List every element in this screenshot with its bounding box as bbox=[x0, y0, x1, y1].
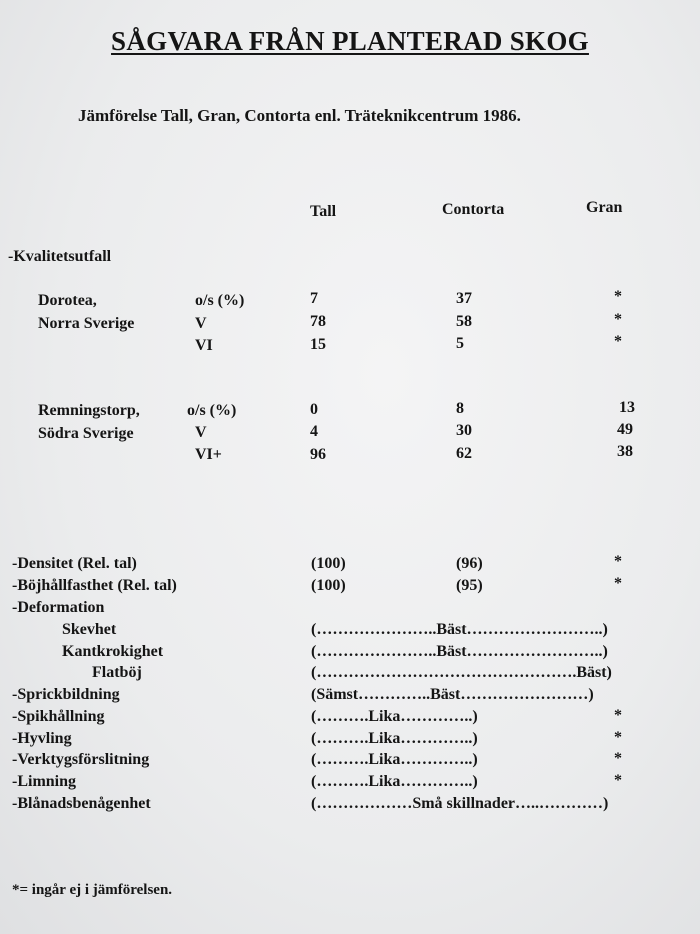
dorotea-tall-value: 78 bbox=[310, 313, 326, 330]
property-densitet-label: -Densitet (Rel. tal) bbox=[12, 555, 137, 572]
remningstorp-class: o/s (%) bbox=[187, 402, 237, 419]
property-spik-label: -Spikhållning bbox=[12, 708, 105, 725]
property-bojhall-contorta: (95) bbox=[456, 577, 483, 594]
dorotea-contorta-value: 37 bbox=[456, 290, 472, 307]
property-hyvling-label: -Hyvling bbox=[12, 730, 72, 747]
remningstorp-place: Remningstorp, bbox=[38, 402, 140, 419]
document-title: SÅGVARA FRÅN PLANTERAD SKOG bbox=[111, 26, 589, 56]
property-kantkrokighet-label: Kantkrokighet bbox=[62, 643, 164, 660]
property-verktyg-label: -Verktygsförslitning bbox=[12, 751, 150, 768]
remningstorp-contorta-value: 8 bbox=[456, 400, 464, 417]
remningstorp-tall-value: 4 bbox=[310, 423, 318, 440]
footnote: *= ingår ej i jämförelsen. bbox=[12, 882, 173, 898]
property-spik-gran: * bbox=[614, 707, 622, 724]
dorotea-contorta-value: 5 bbox=[456, 335, 464, 352]
property-densitet-contorta: (96) bbox=[456, 555, 483, 572]
dorotea-gran-value: * bbox=[614, 333, 622, 350]
remningstorp-gran-value: 38 bbox=[617, 443, 633, 460]
dorotea-place: Dorotea, bbox=[38, 292, 97, 309]
property-deformation-label: -Deformation bbox=[12, 599, 105, 616]
property-skevhet-value: (…………………..Bäst……………………..) bbox=[311, 621, 608, 638]
property-sprick-value: (Sämst…………..Bäst……………………) bbox=[311, 686, 594, 703]
dorotea-class: VI bbox=[195, 337, 213, 354]
remningstorp-contorta-value: 62 bbox=[456, 445, 472, 462]
dorotea-tall-value: 15 bbox=[310, 336, 326, 353]
property-bojhall-tall: (100) bbox=[311, 577, 346, 594]
remningstorp-region: Södra Sverige bbox=[38, 425, 134, 442]
property-verktyg-gran: * bbox=[614, 750, 622, 767]
header-contorta: Contorta bbox=[442, 201, 505, 218]
dorotea-gran-value: * bbox=[614, 288, 622, 305]
section-quality: -Kvalitetsutfall bbox=[8, 248, 112, 265]
remningstorp-contorta-value: 30 bbox=[456, 422, 472, 439]
property-bojhall-label: -Böjhållfasthet (Rel. tal) bbox=[12, 577, 177, 594]
property-limning-value: (……….Lika…………..) bbox=[311, 773, 478, 790]
document-subtitle: Jämförelse Tall, Gran, Contorta enl. Träteknikcentrum 1986. bbox=[78, 106, 521, 125]
property-skevhet-label: Skevhet bbox=[62, 621, 117, 638]
property-flatboj-label: Flatböj bbox=[92, 664, 142, 681]
remningstorp-class: V bbox=[195, 424, 207, 441]
property-hyvling-gran: * bbox=[614, 729, 622, 746]
property-limning-gran: * bbox=[614, 772, 622, 789]
dorotea-gran-value: * bbox=[614, 311, 622, 328]
property-flatboj-value: (………………………………………….Bäst) bbox=[311, 664, 612, 681]
property-blanad-label: -Blånadsbenågenhet bbox=[12, 795, 151, 812]
dorotea-region: Norra Sverige bbox=[38, 315, 135, 332]
remningstorp-tall-value: 96 bbox=[310, 446, 326, 463]
dorotea-class: V bbox=[195, 315, 207, 332]
remningstorp-tall-value: 0 bbox=[310, 401, 318, 418]
property-densitet-gran: * bbox=[614, 553, 622, 570]
remningstorp-class: VI+ bbox=[195, 446, 222, 463]
property-kantkrokighet-value: (…………………..Bäst……………………..) bbox=[311, 643, 608, 660]
header-gran: Gran bbox=[586, 199, 623, 216]
property-limning-label: -Limning bbox=[12, 773, 77, 790]
remningstorp-gran-value: 49 bbox=[617, 421, 633, 438]
property-spik-value: (……….Lika…………..) bbox=[311, 708, 478, 725]
remningstorp-gran-value: 13 bbox=[619, 399, 635, 416]
dorotea-class: o/s (%) bbox=[195, 292, 245, 309]
property-bojhall-gran: * bbox=[614, 575, 622, 592]
property-sprick-label: -Sprickbildning bbox=[12, 686, 120, 703]
property-hyvling-value: (……….Lika…………..) bbox=[311, 730, 478, 747]
header-tall: Tall bbox=[310, 203, 337, 220]
property-verktyg-value: (……….Lika…………..) bbox=[311, 751, 478, 768]
property-blanad-value: (………………Små skillnader…..…………) bbox=[311, 795, 609, 812]
dorotea-tall-value: 7 bbox=[310, 290, 318, 307]
dorotea-contorta-value: 58 bbox=[456, 313, 472, 330]
property-densitet-tall: (100) bbox=[311, 555, 346, 572]
